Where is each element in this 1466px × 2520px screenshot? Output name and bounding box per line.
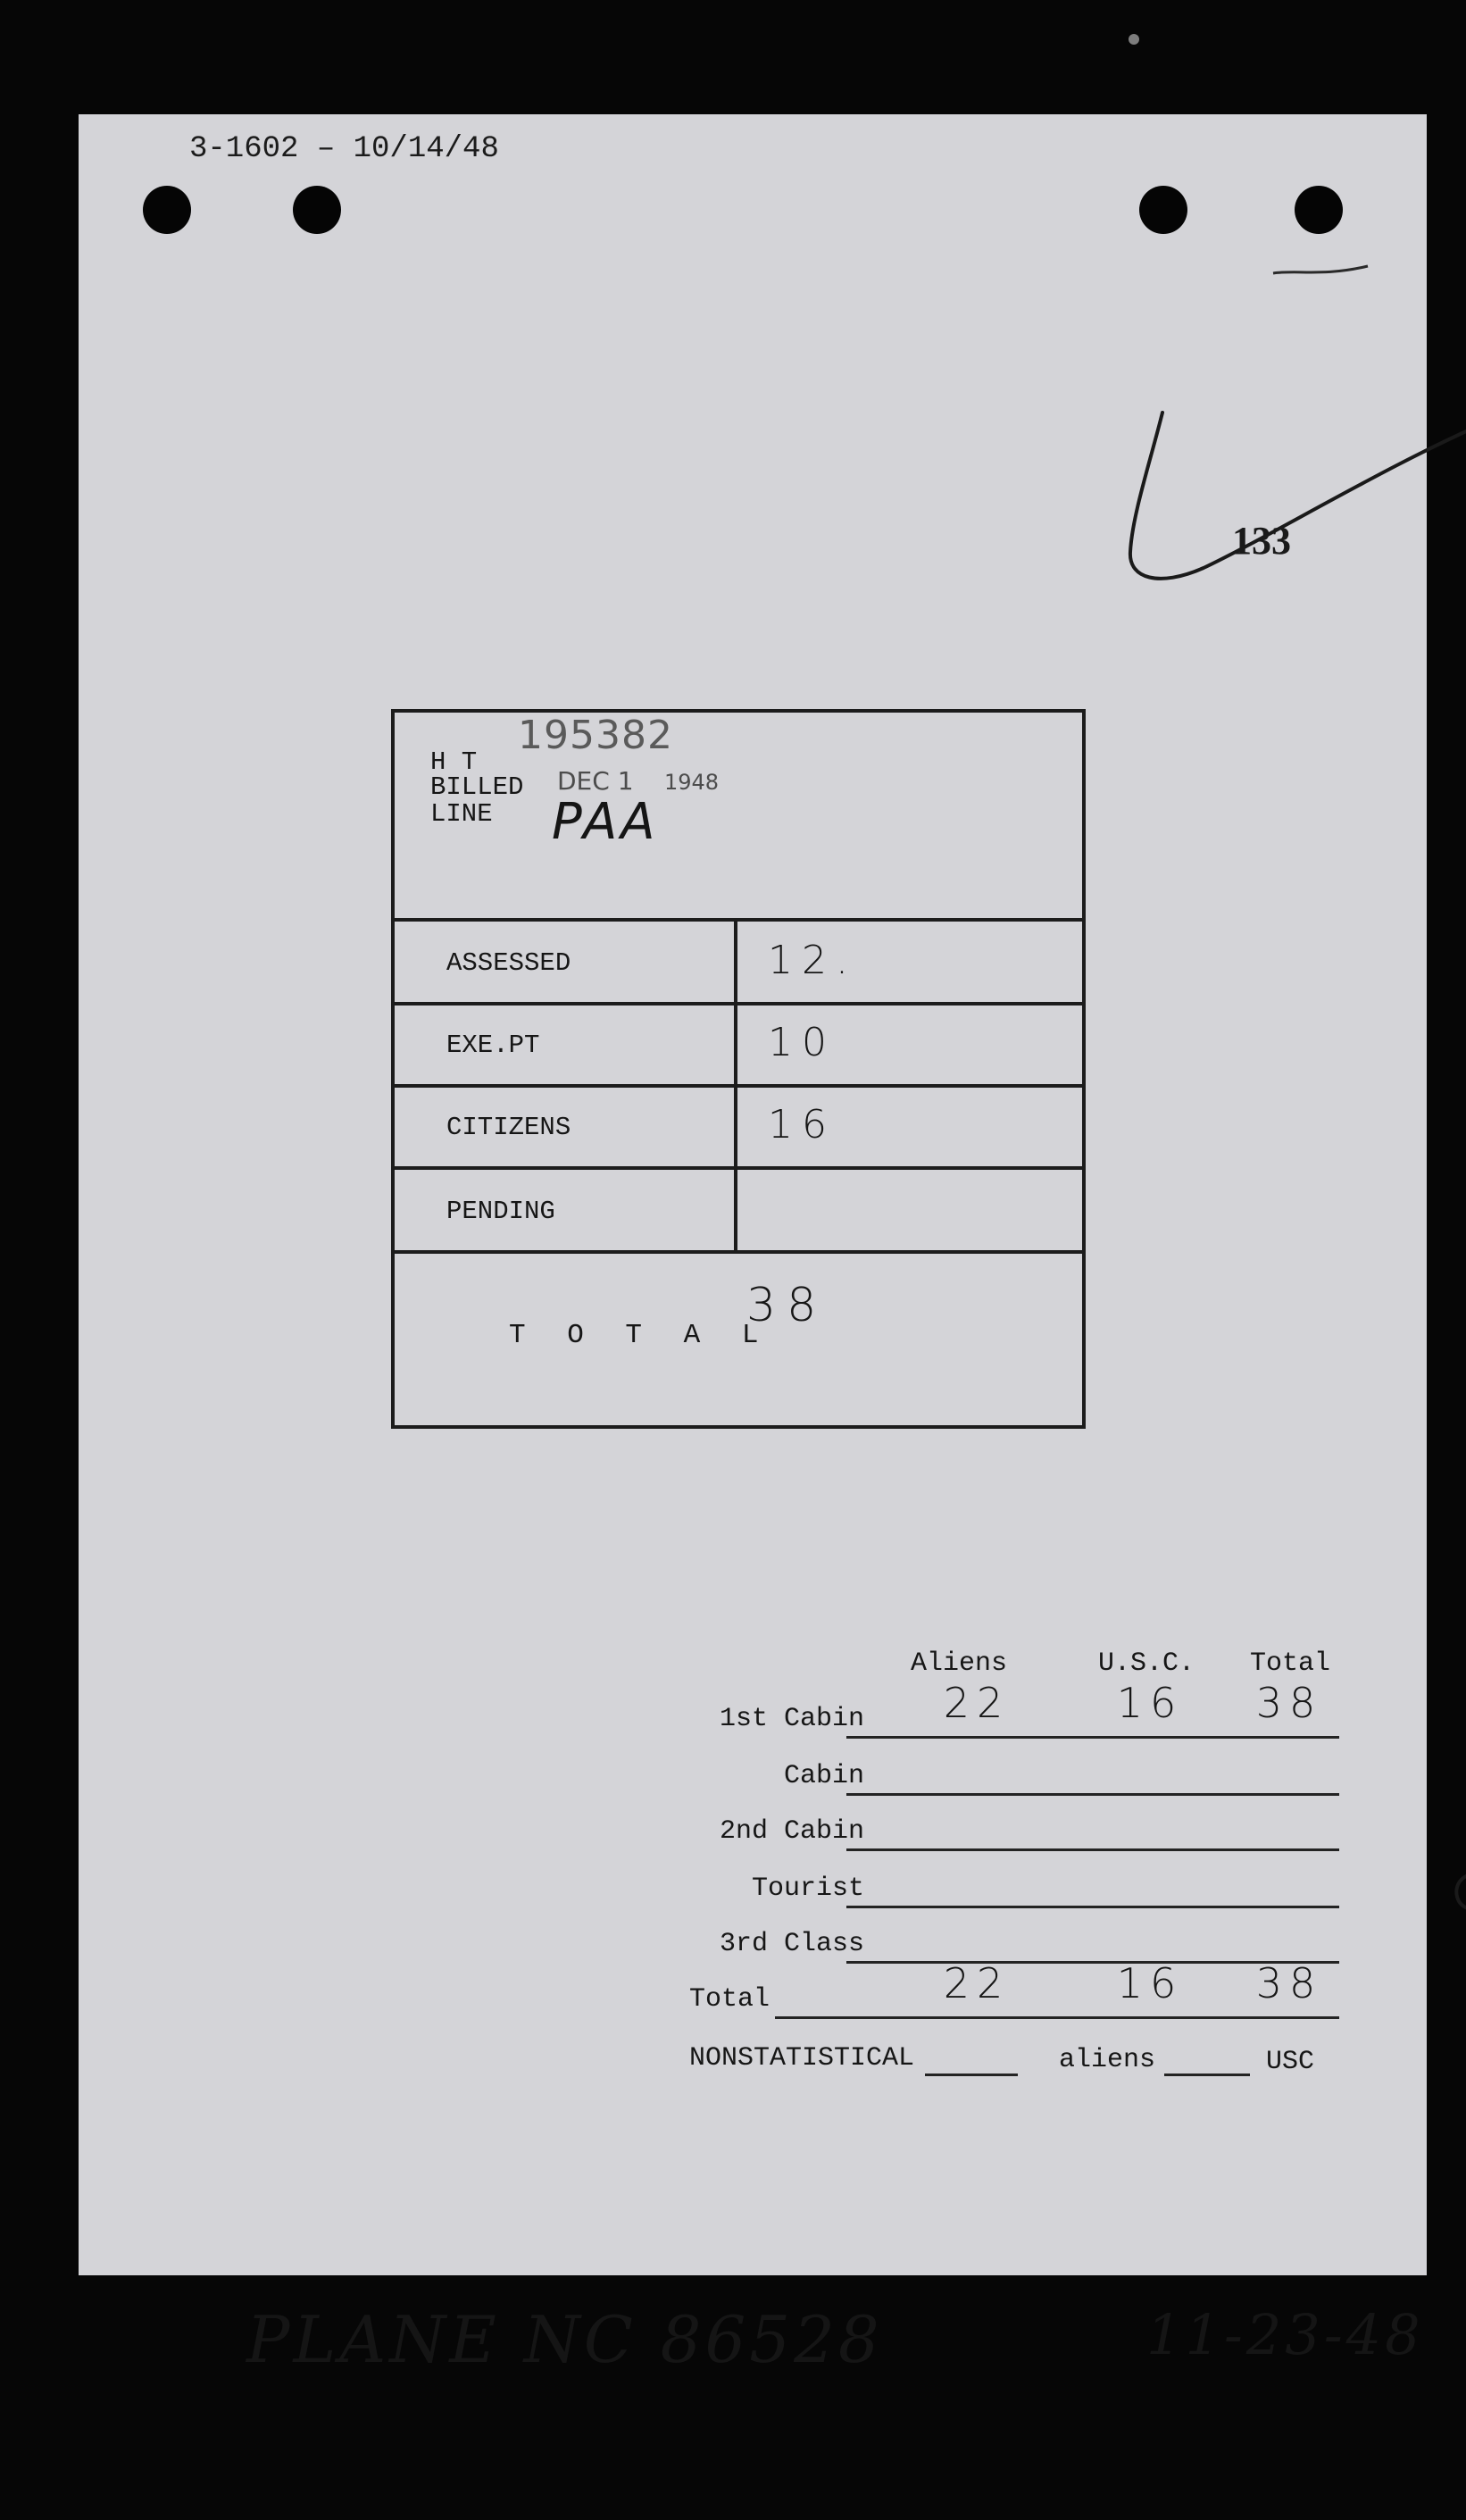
- nonstatistical-aliens-label: aliens: [1059, 2045, 1156, 2075]
- billed-date-stamp: DEC 1: [557, 766, 634, 796]
- aliens-total-value: 22: [943, 1959, 1011, 2007]
- stamp-number: 195382: [518, 713, 673, 758]
- row-value: 12.: [768, 938, 857, 983]
- summary-row-label: 3rd Class: [719, 1929, 864, 1959]
- exempt-row: [395, 1004, 1082, 1088]
- form-id: 3-1602 – 10/14/48: [189, 132, 499, 166]
- punch-hole: [1295, 186, 1343, 234]
- label-billed: BILLED: [430, 772, 524, 802]
- circled-mark: [1448, 1866, 1466, 1920]
- aliens-value: 22: [943, 1679, 1011, 1727]
- usc-value: 16: [1116, 1679, 1184, 1727]
- label-line: LINE: [430, 799, 493, 829]
- summary-row-label: Tourist: [751, 1873, 864, 1904]
- page-number: 133: [1232, 519, 1291, 563]
- total-value: 38: [1255, 1679, 1323, 1727]
- column-header-usc: U.S.C.: [1098, 1648, 1195, 1679]
- ink-scribble: [1270, 254, 1377, 280]
- row-label: CITIZENS: [446, 1113, 571, 1142]
- row-label: EXE.PT: [446, 1031, 540, 1060]
- fill-line: [925, 2074, 1018, 2076]
- summary-total-label: Total: [689, 1984, 770, 2015]
- nonstatistical-label: NONSTATISTICAL: [689, 2043, 915, 2074]
- grand-total-value: 38: [1255, 1959, 1323, 2007]
- summary-row-label: 1st Cabin: [719, 1704, 864, 1734]
- handwritten-date: 11-23-48: [1146, 2302, 1424, 2367]
- fill-line: [846, 1906, 1339, 1908]
- fill-line: [846, 1793, 1339, 1796]
- fill-line: [775, 2016, 1339, 2019]
- summary-row-label: 2nd Cabin: [719, 1816, 864, 1847]
- total-value: 38: [746, 1279, 828, 1332]
- pending-row: [395, 1170, 1082, 1254]
- row-value: 16: [768, 1102, 836, 1147]
- fill-line: [1164, 2074, 1250, 2076]
- nonstatistical-usc-label: USC: [1266, 2047, 1315, 2077]
- row-label: ASSESSED: [446, 948, 571, 978]
- total-label: T O T A L: [509, 1320, 771, 1351]
- row-label: PENDING: [446, 1197, 555, 1226]
- plane-number: PLANE NC 86528: [246, 2302, 883, 2377]
- line-value: PAA: [552, 793, 659, 851]
- punch-hole: [1139, 186, 1187, 234]
- dust-speck: [1129, 34, 1139, 45]
- billing-header: [395, 713, 1082, 922]
- paper-sheet: [79, 114, 1427, 2377]
- billing-box: [391, 709, 1086, 1429]
- check-mark: [1123, 409, 1466, 597]
- label-ht: H T: [430, 747, 478, 777]
- citizens-row: [395, 1086, 1082, 1170]
- assessed-row: [395, 922, 1082, 1005]
- column-divider: [734, 922, 737, 1254]
- fill-line: [846, 1848, 1339, 1851]
- punch-hole: [143, 186, 191, 234]
- column-header-total: Total: [1250, 1648, 1331, 1679]
- row-value: 10: [768, 1020, 836, 1065]
- punch-hole: [293, 186, 341, 234]
- billed-year-stamp: 1948: [664, 770, 720, 795]
- column-header-aliens: Aliens: [911, 1648, 1008, 1679]
- usc-total-value: 16: [1116, 1959, 1184, 2007]
- summary-row-label: Cabin: [783, 1761, 864, 1791]
- fill-line: [846, 1736, 1339, 1739]
